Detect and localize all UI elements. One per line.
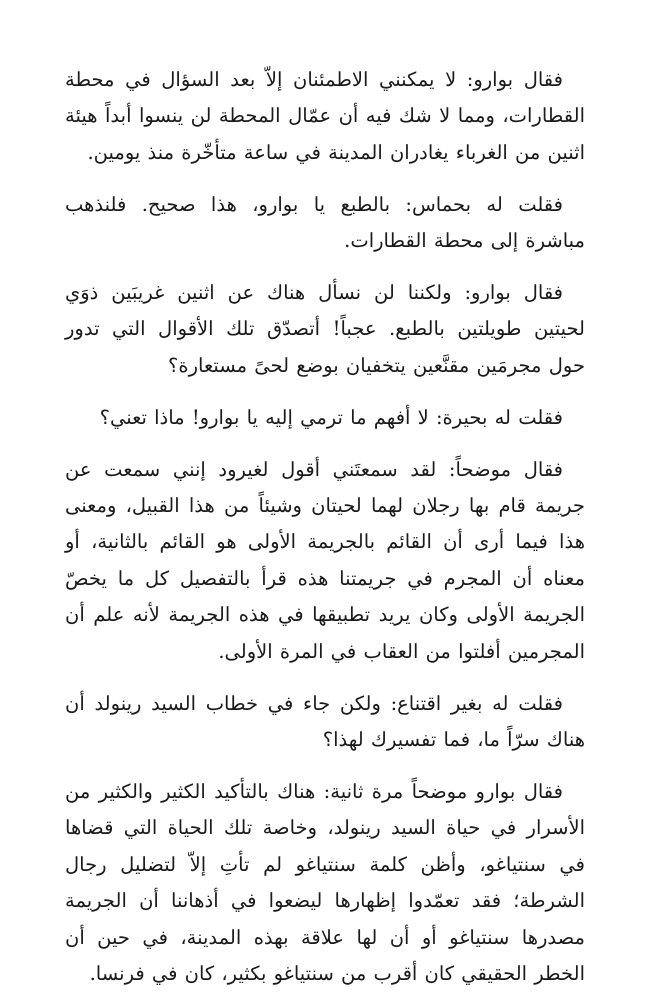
paragraph: فقلت له بحيرة: لا أفهم ما ترمي إليه يا بوارو! ماذا تعني؟ xyxy=(99,405,563,429)
paragraph: فقال بوارو موضحاً مرة ثانية: هناك بالتأكيد الكثير والكثير من الأسرار في حياة السيد رينولد، وخاصة تلك الحياة التي قضاها في سنتياغو، وأظن كلمة سنتياغو لم تأتِ إلاّ لتضليل رجال الشرطة؛ فقد تعمّدوا إظهارها ليضعوا في أذهاننا أن الجريمة مصدرها سنتياغو أو أن لها علاقة بهذه المدينة، في حين أن الخطر الحقيقي كان أقرب من سنتياغو بكثير، كان في فرنسا. xyxy=(65,779,585,985)
book-page xyxy=(65,62,585,992)
paragraph: فقال بوارو: لا يمكنني الاطمئنان إلاّ بعد السؤال في محطة القطارات، ومما لا شك فيه أن عمّال المحطة لن ينسوا أبداً هيئة اثنين من الغرباء يغادران المدينة في ساعة متأخّرة منذ يومين. xyxy=(65,68,585,164)
paragraph: فقال موضحاً: لقد سمعتَني أقول لغيرود إنني سمعت عن جريمة قام بها رجلان لهما لحيتان وشيئاً من هذا القبيل، ومعنى هذا فيما أرى أن القائم بالجريمة الأولى هو القائم بالثانية، أو معناه أن المجرم في جريمتنا هذه قرأ بالتفصيل كل ما يخصّ الجريمة الأولى وكان يريد تطبيقها في هذه الجريمة لأنه علم أن المجرمين أفلتوا من العقاب في المرة الأولى. xyxy=(65,457,585,663)
paragraph: فقال بوارو: ولكننا لن نسأل هناك عن اثنين غريبَين ذوَي لحيتين طويلتين بالطبع. عجباً! أتصدّق تلك الأقوال التي تدور حول مجرمَين مقنَّعين يتخفيان بوضع لحىً مستعارة؟ xyxy=(65,281,585,377)
paragraph: فقلت له بغير اقتناع: ولكن جاء في خطاب السيد رينولد أن هناك سرّاً ما، فما تفسيرك لهذا؟ xyxy=(65,691,585,751)
paragraph: فقلت له بحماس: بالطبع يا بوارو، هذا صحيح. فلنذهب مباشرة إلى محطة القطارات. xyxy=(65,192,585,253)
